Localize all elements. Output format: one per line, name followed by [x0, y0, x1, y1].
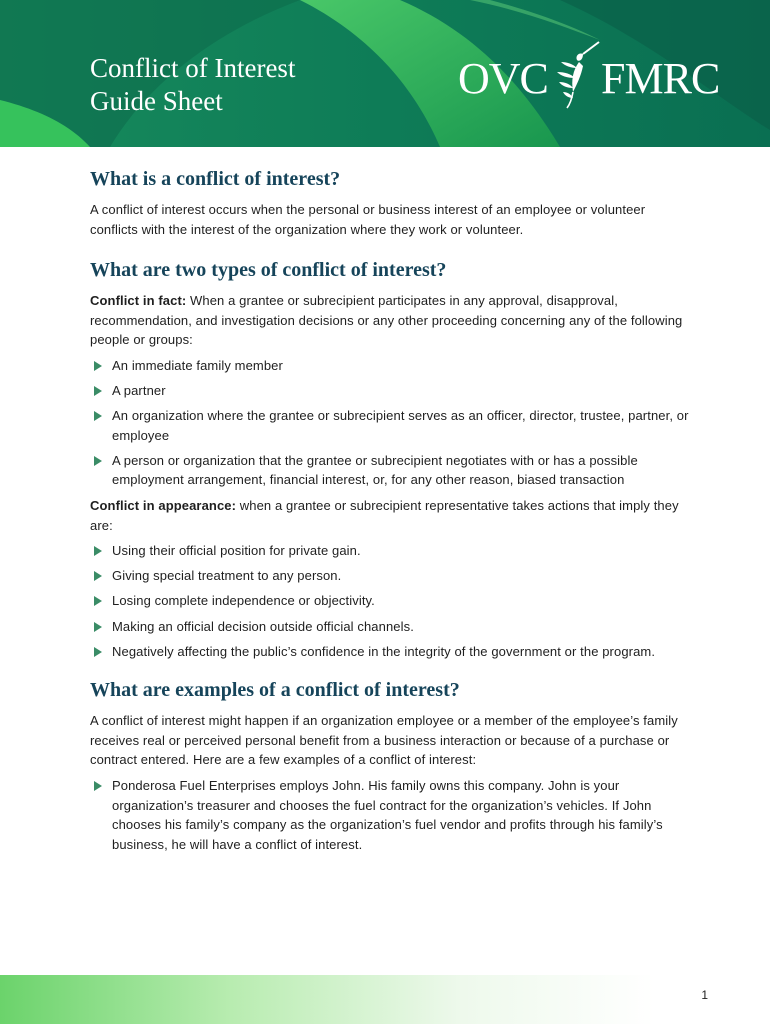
- conflict-in-fact-label: Conflict in fact:: [90, 293, 187, 309]
- list-item-text: Ponderosa Fuel Enterprises employs John. His family owns this company. John is your organization’s treasurer and chooses the fuel contract for the organization’s vehicles. If John chooses his family’s company as the organization’s fuel vendor and profits through his family’s business, he will have a conflict of interest.: [112, 777, 663, 852]
- triangle-bullet-icon: [94, 622, 102, 632]
- triangle-bullet-icon: [94, 647, 102, 657]
- list-item-text: Giving special treatment to any person.: [112, 568, 342, 584]
- document-title: [90, 52, 295, 118]
- logo-text-ovc: OVC: [458, 54, 548, 103]
- list-item: [90, 617, 690, 637]
- conflict-in-fact-text: When a grantee or subrecipient participates in any approval, disapproval, recommendation, and investigation decisions or any other proceeding concerning any of the following people or groups:: [90, 293, 683, 348]
- section-examples: [90, 677, 690, 854]
- footer-gradient-band: [0, 975, 770, 1024]
- list-item-text: An immediate family member: [112, 357, 283, 373]
- list-item: [90, 406, 690, 445]
- list-item: [90, 776, 690, 854]
- conflict-in-appearance-label: Conflict in appearance:: [90, 498, 237, 514]
- list-item: [90, 381, 690, 401]
- triangle-bullet-icon: [94, 411, 102, 421]
- title-line-2: Guide Sheet: [90, 86, 223, 116]
- list-item-text: A person or organization that the grantee or subrecipient negotiates with or has a possible employment arrangement, financial interest, or, for any other reason, biased transaction: [112, 452, 638, 488]
- conflict-in-fact-paragraph: [90, 291, 690, 350]
- triangle-bullet-icon: [94, 386, 102, 396]
- section-body: A conflict of interest occurs when the personal or business interest of an employee or volunteer conflicts with the interest of the organization where they work or volunteer.: [90, 202, 646, 237]
- ovc-fmrc-logo: [458, 40, 738, 110]
- page-number: 1: [701, 988, 708, 1002]
- section-what-is: [90, 166, 690, 239]
- section-heading: What is a conflict of interest?: [90, 168, 341, 190]
- triangle-bullet-icon: [94, 361, 102, 371]
- list-item: [90, 566, 690, 586]
- section-two-types: [90, 257, 690, 661]
- triangle-bullet-icon: [94, 571, 102, 581]
- section-heading: What are two types of conflict of interest?: [90, 259, 447, 282]
- triangle-bullet-icon: [94, 596, 102, 606]
- conflict-in-fact-list: [90, 356, 690, 490]
- conflict-in-appearance-paragraph: [90, 496, 690, 535]
- section-heading: What are examples of a conflict of interest?: [90, 679, 460, 702]
- triangle-bullet-icon: [94, 781, 102, 791]
- title-line-1: Conflict of Interest: [90, 53, 296, 83]
- list-item-text: Making an official decision outside official channels.: [112, 618, 414, 634]
- list-item-text: A partner: [112, 383, 166, 399]
- header-banner: [0, 0, 770, 147]
- list-item-text: Using their official position for private gain.: [112, 543, 361, 559]
- list-item: [90, 356, 690, 376]
- triangle-bullet-icon: [94, 546, 102, 556]
- section-body: A conflict of interest might happen if an organization employee or a member of the employee’s family receives real or perceived personal benefit from a business interaction or because of a purchase or contract entered. Here are a few examples of a conflict of interest:: [90, 713, 678, 768]
- hummingbird-icon: [553, 40, 601, 110]
- list-item: [90, 451, 690, 490]
- main-content: [90, 166, 690, 872]
- conflict-in-appearance-text: when a grantee or subrecipient representative takes actions that imply they are:: [90, 498, 679, 533]
- list-item-text: An organization where the grantee or subrecipient serves as an officer, director, trustee, partner, or employee: [112, 408, 689, 443]
- logo-text-fmrc: FMRC: [601, 54, 720, 103]
- list-item: [90, 591, 690, 611]
- list-item-text: Losing complete independence or objectivity.: [112, 593, 375, 609]
- list-item-text: Negatively affecting the public’s confidence in the integrity of the government or the program.: [112, 643, 656, 659]
- triangle-bullet-icon: [94, 456, 102, 466]
- list-item: [90, 541, 690, 561]
- list-item: [90, 642, 690, 662]
- conflict-in-appearance-list: [90, 541, 690, 661]
- examples-list: [90, 776, 690, 854]
